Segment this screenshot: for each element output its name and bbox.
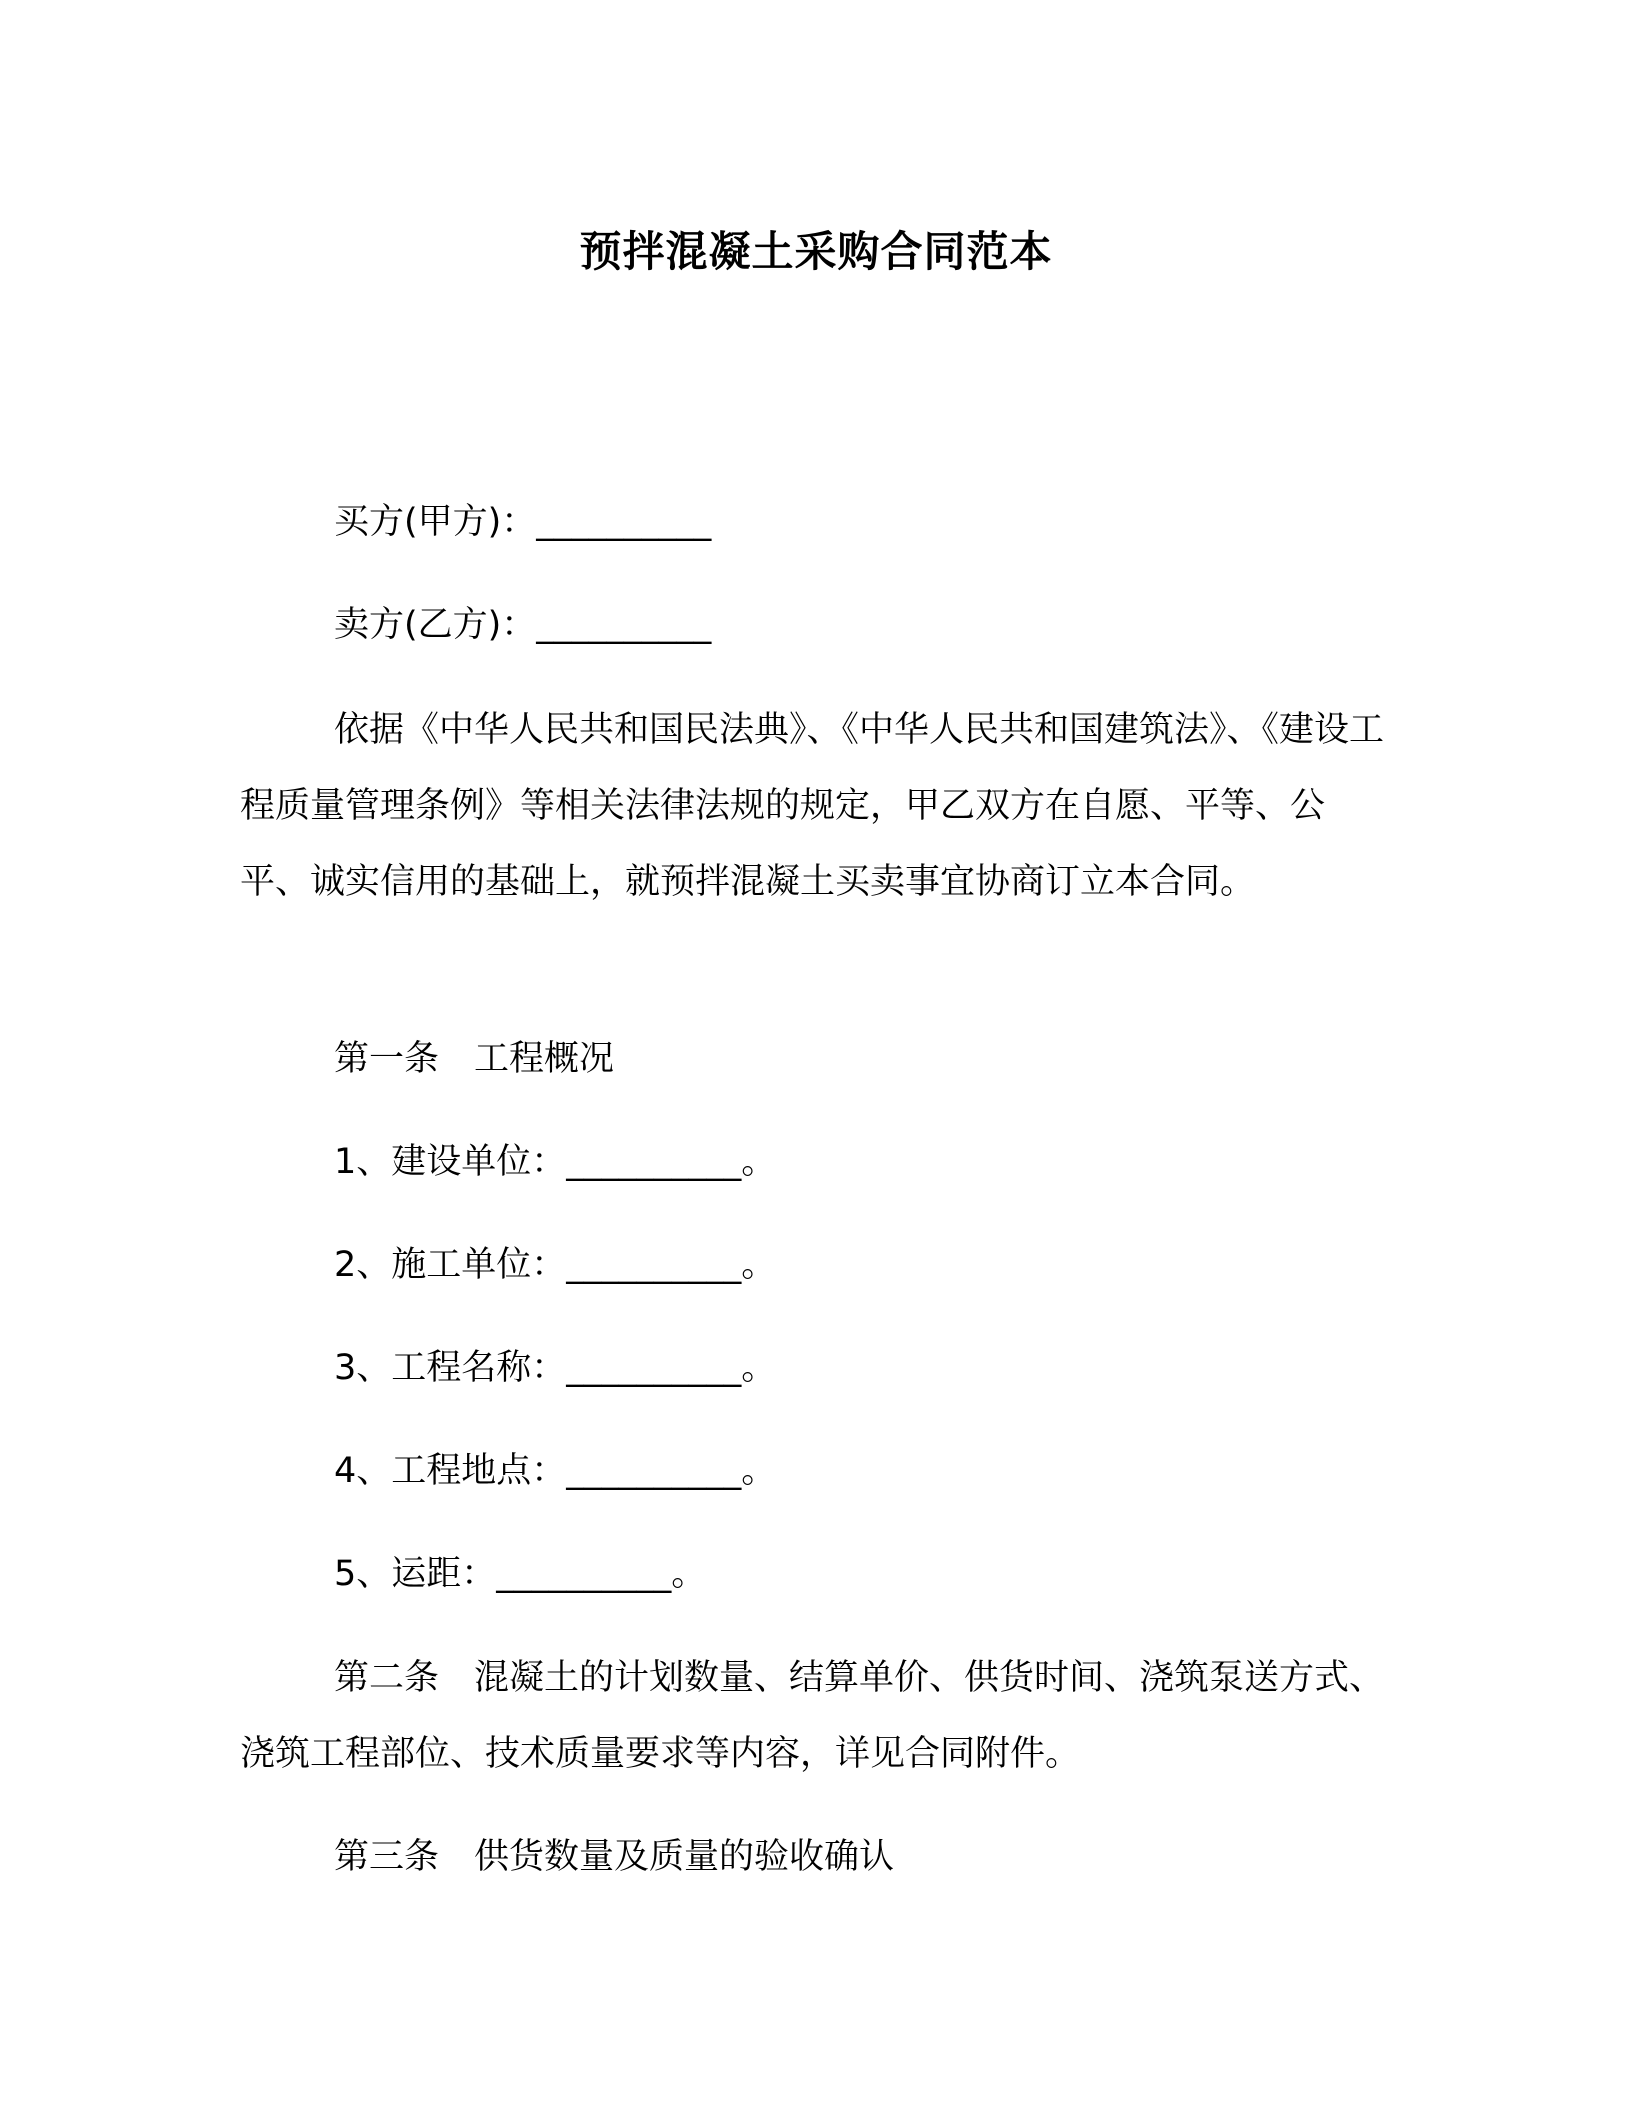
article2-paragraph: 第二条 混凝土的计划数量、结算单价、供货时间、浇筑泵送方式、浇筑工程部位、技术质量要求等内容，详见合同附件。 — [240, 1658, 1385, 1774]
article1-item-1: 1、建设单位：__________。 — [334, 1142, 777, 1182]
article1-heading: 第一条 工程概况 — [334, 1039, 615, 1079]
document-title: 预拌混凝土采购合同范本 — [579, 227, 1053, 276]
preamble-paragraph: 依据《中华人民共和国民法典》、《中华人民共和国建筑法》、《建设工程质量管理条例》等相关法律法规的规定，甲乙双方在自愿、平等、公平、诚实信用的基础上，就预拌混凝土买卖事宜协商订立本合同。 — [240, 710, 1385, 902]
article1-item-4: 4、工程地点：__________。 — [334, 1451, 777, 1491]
buyer-line: 买方(甲方)：__________ — [334, 502, 712, 542]
article1-item-5: 5、运距：__________。 — [334, 1554, 707, 1594]
article1-item-2: 2、施工单位：__________。 — [334, 1245, 777, 1285]
article3-heading: 第三条 供货数量及质量的验收确认 — [334, 1837, 895, 1877]
article1-item-3: 3、工程名称：__________。 — [334, 1348, 777, 1388]
seller-line: 卖方(乙方)：__________ — [334, 605, 712, 645]
